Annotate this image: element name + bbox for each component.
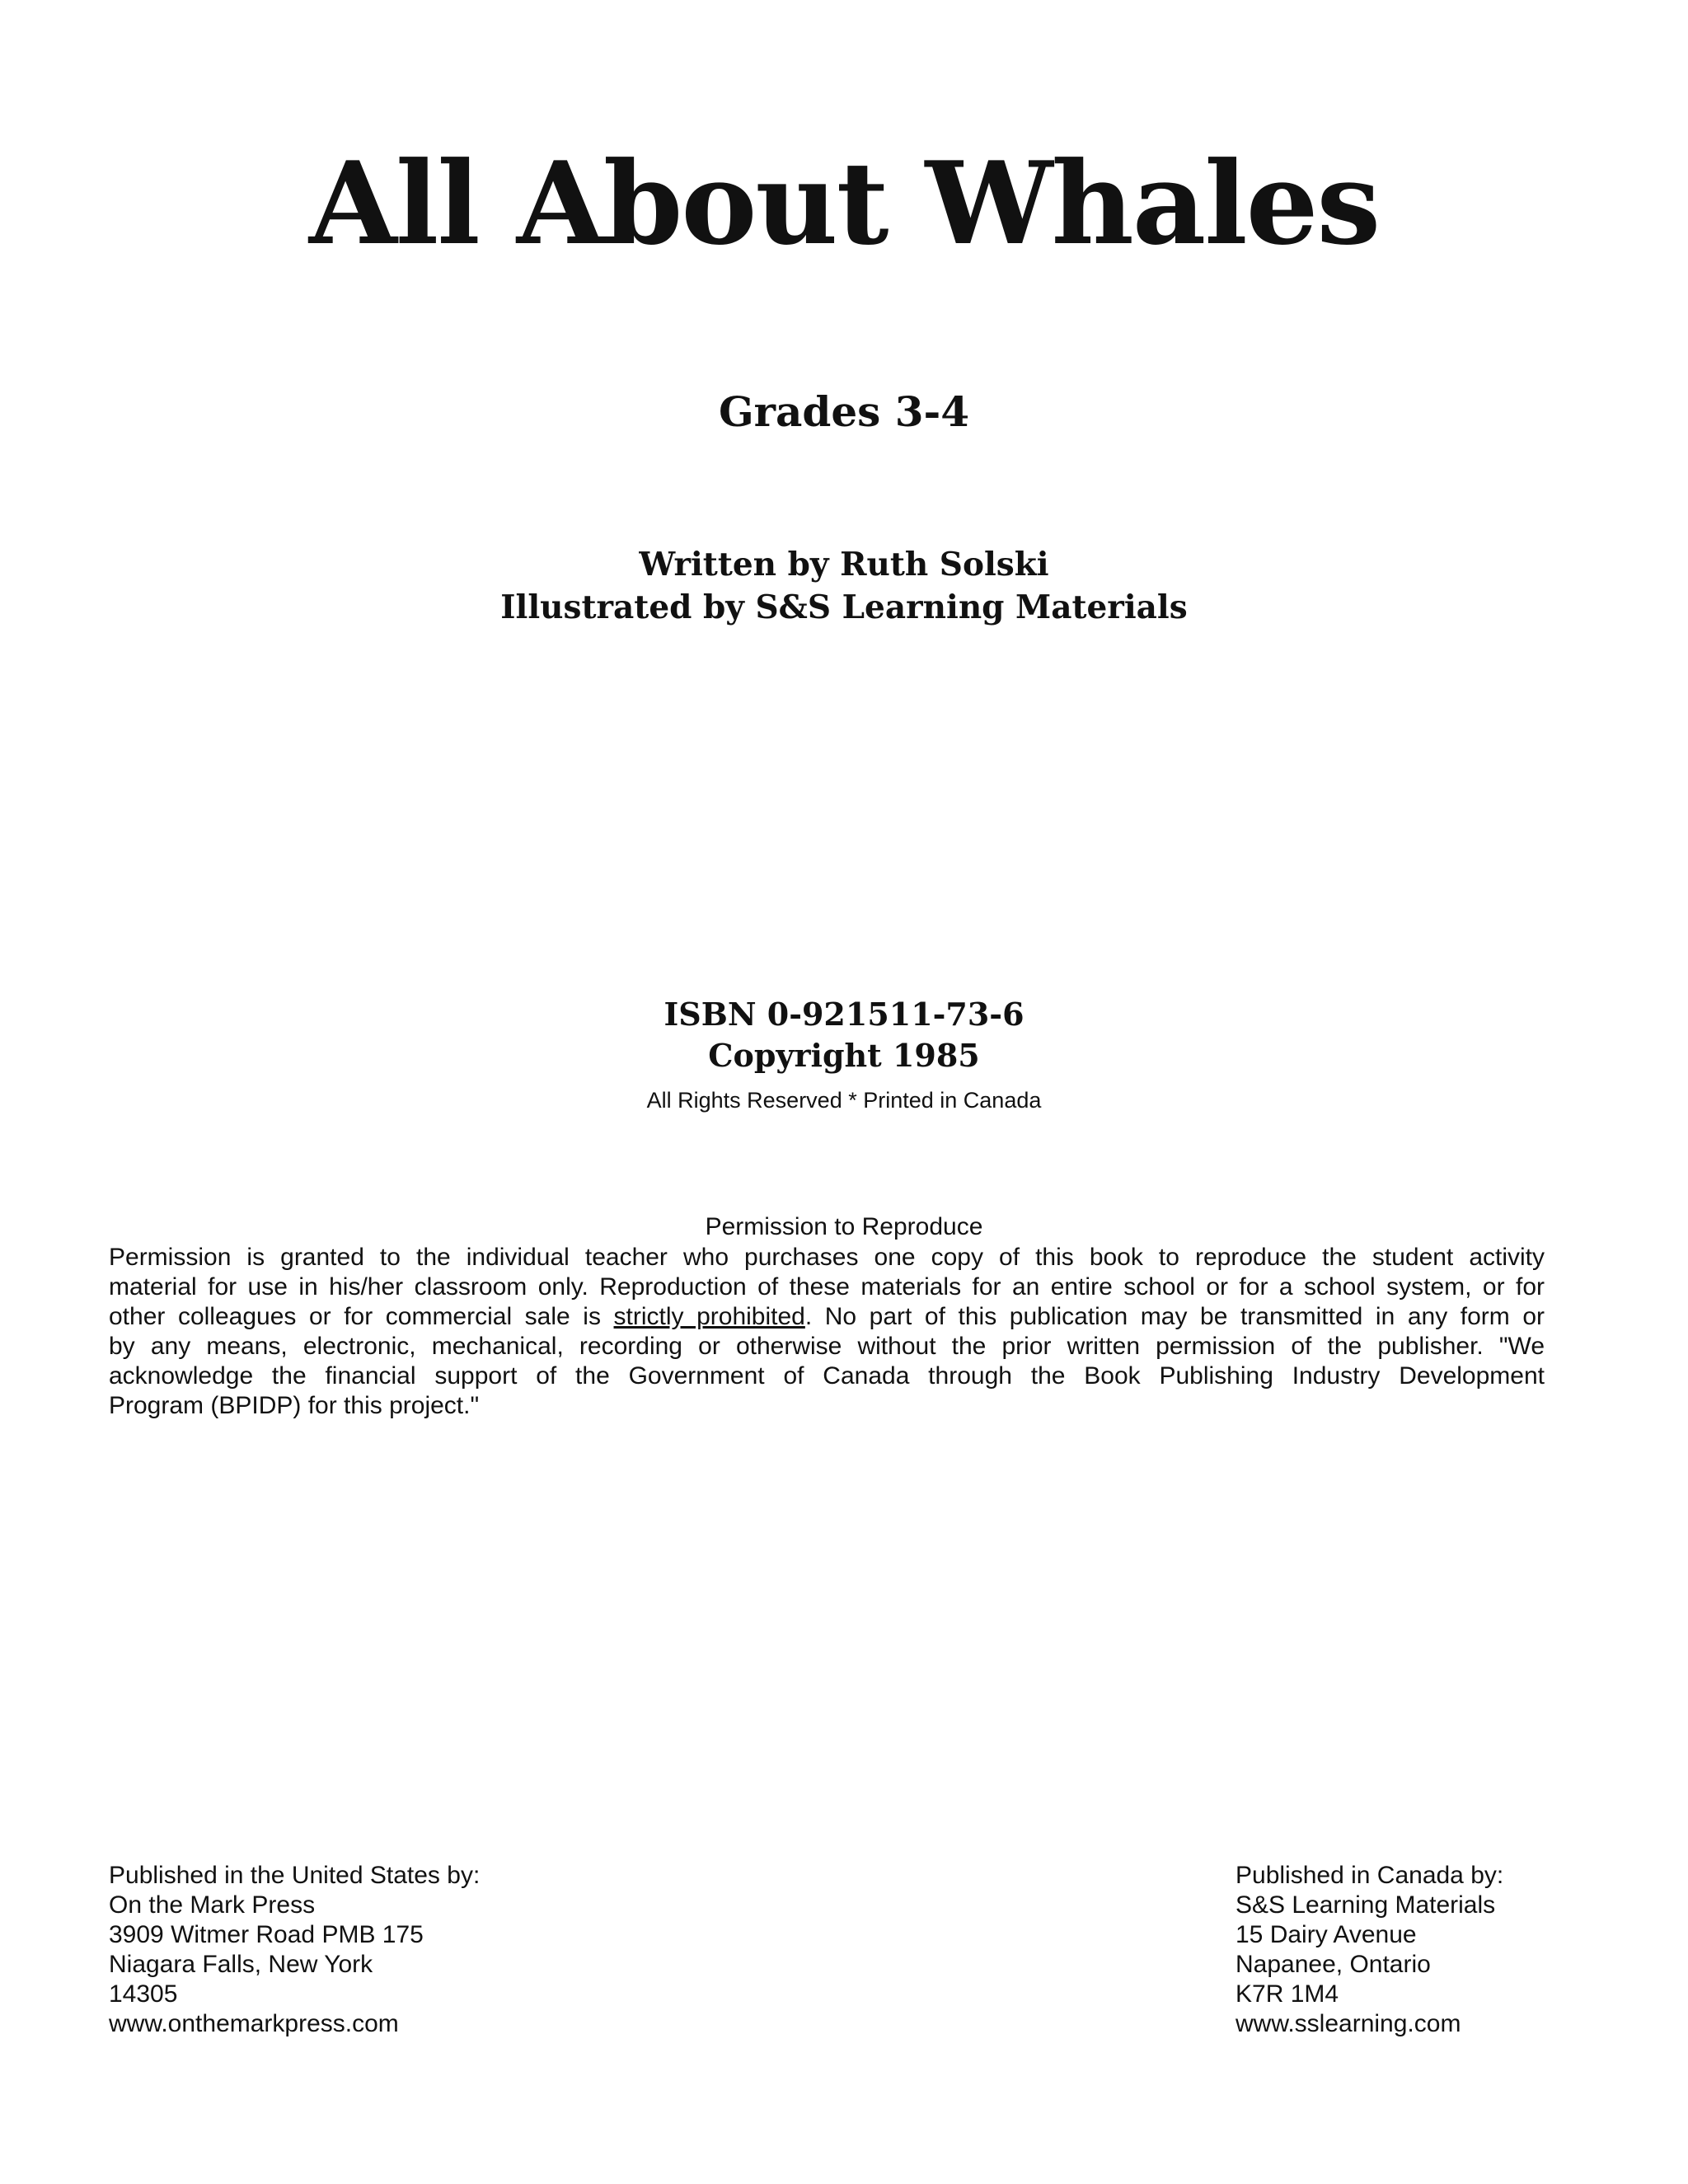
permission-text: . No part of this publication may be transmitted in any form or	[804, 1303, 1545, 1330]
publisher-canada-address	[1236, 1861, 1503, 2039]
permission-line	[109, 1302, 1545, 1332]
publisher-city: Napanee, Ontario	[1236, 1951, 1431, 1978]
permission-text: other colleagues or for commercial sale is	[109, 1303, 614, 1330]
permission-line: Permission is granted to the individual teacher who purchases one copy of this book to reproduce the student activity	[109, 1244, 1545, 1271]
book-title: All About Whales	[308, 136, 1380, 270]
publisher-postal-code: K7R 1M4	[1236, 1980, 1339, 2008]
publisher-heading: Published in the United States by:	[109, 1862, 481, 1889]
publisher-street: 15 Dairy Avenue	[1236, 1921, 1417, 1948]
permission-line: Program (BPIDP) for this project."	[109, 1392, 480, 1419]
strictly-prohibited-underlined: strictly prohibited	[613, 1303, 805, 1330]
publisher-name: S&S Learning Materials	[1236, 1891, 1496, 1919]
illustrator-credit: Illustrated by S&S Learning Materials	[500, 588, 1188, 626]
publisher-website: www.onthemarkpress.com	[109, 2010, 399, 2037]
permission-line: acknowledge the financial support of the Government of Canada through the Book Publishing Industry Development	[109, 1362, 1545, 1390]
copyright: Copyright 1985	[708, 1037, 980, 1074]
publisher-name: On the Mark Press	[109, 1891, 316, 1919]
rights-notice: All Rights Reserved * Printed in Canada	[646, 1088, 1042, 1113]
permission-paragraph	[109, 1243, 1545, 1421]
permission-line: by any means, electronic, mechanical, recording or otherwise without the prior written permission of the publisher. "We	[109, 1333, 1545, 1360]
isbn: ISBN 0-921511-73-6	[663, 996, 1025, 1033]
permission-heading: Permission to Reproduce	[705, 1213, 983, 1240]
grade-level: Grades 3-4	[718, 387, 970, 436]
author-credit: Written by Ruth Solski	[639, 546, 1049, 583]
publisher-us-address	[109, 1861, 480, 2039]
publisher-city: Niagara Falls, New York	[109, 1951, 373, 1978]
publisher-zip: 14305	[109, 1980, 178, 2008]
publisher-heading: Published in Canada by:	[1236, 1862, 1504, 1889]
permission-line: material for use in his/her classroom only. Reproduction of these materials for an entire school or for a school system, or for	[109, 1273, 1545, 1301]
publisher-website: www.sslearning.com	[1236, 2010, 1461, 2037]
publisher-street: 3909 Witmer Road PMB 175	[109, 1921, 424, 1948]
